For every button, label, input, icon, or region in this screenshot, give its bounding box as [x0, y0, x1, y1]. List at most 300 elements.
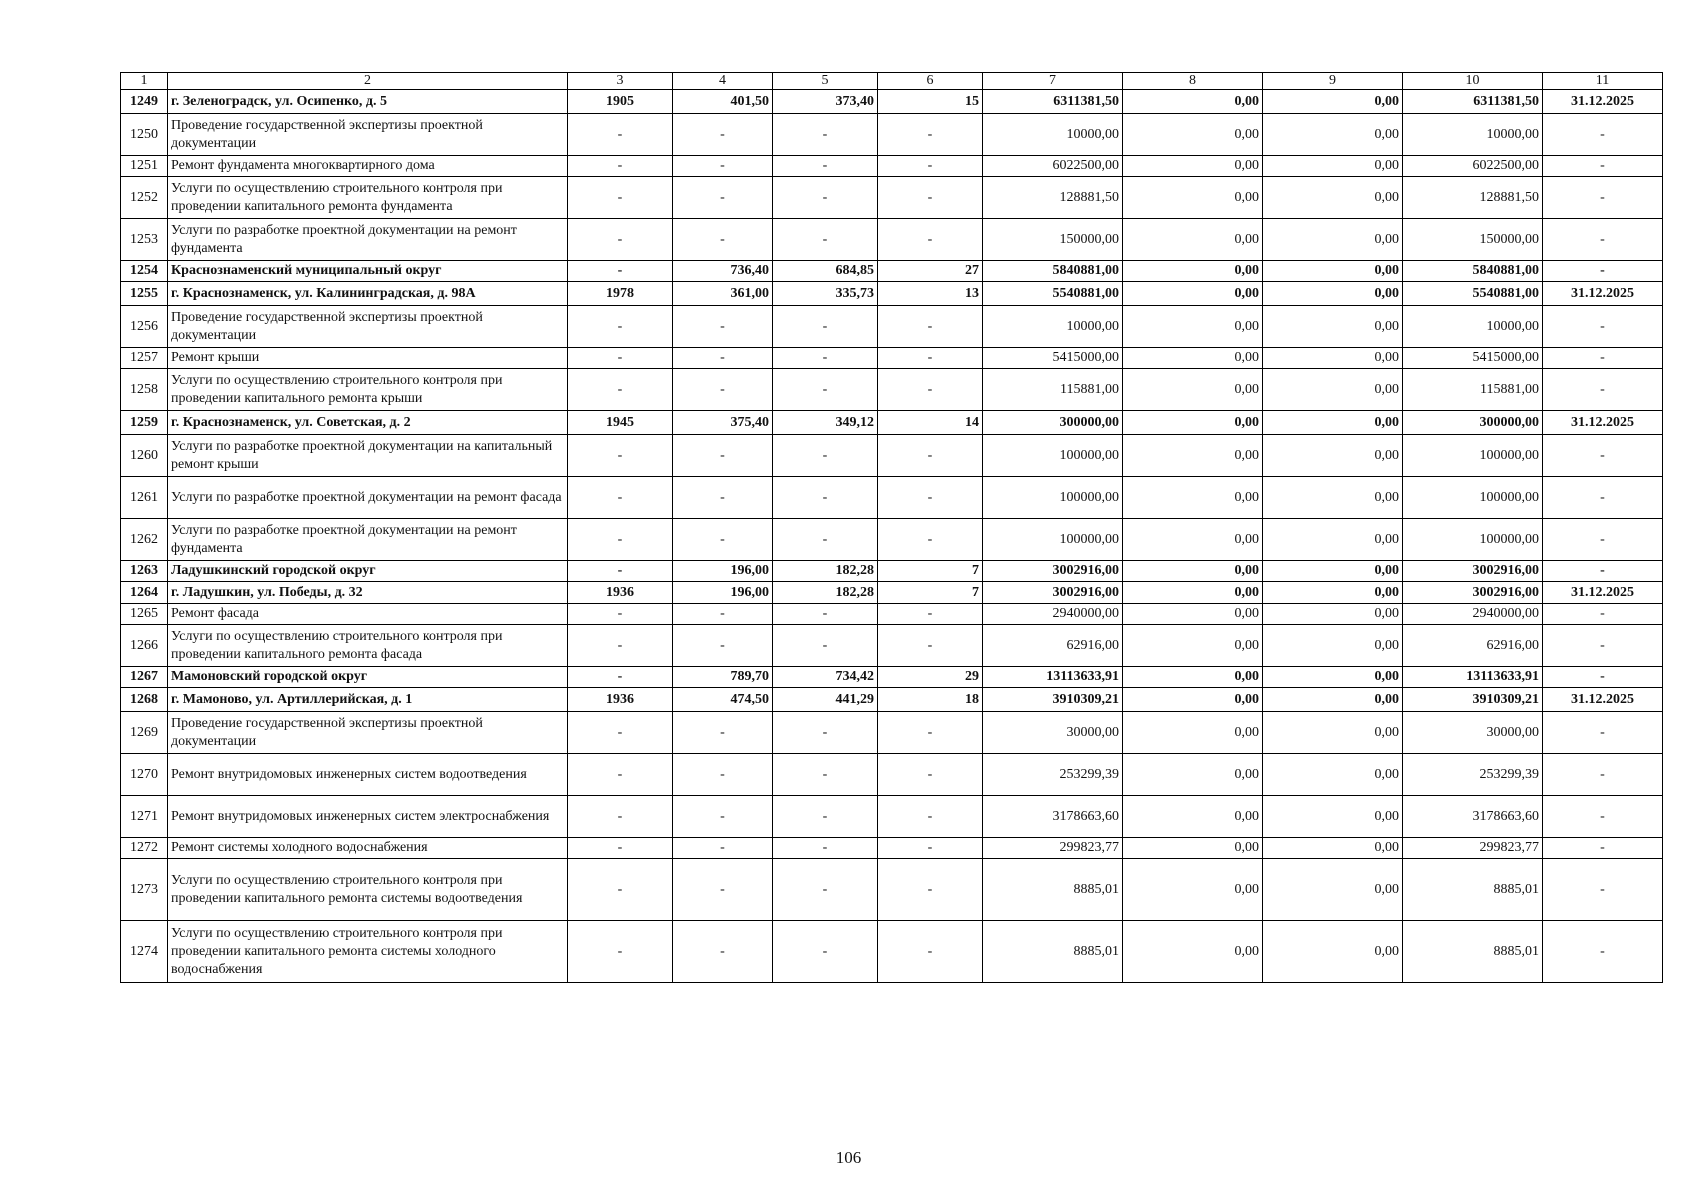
table-cell: 31.12.2025 — [1543, 582, 1663, 604]
table-cell: 0,00 — [1123, 604, 1263, 625]
table-cell: 1258 — [121, 369, 168, 411]
table-cell: 253299,39 — [983, 754, 1123, 796]
table-cell: 0,00 — [1263, 582, 1403, 604]
table-row-object — [121, 261, 1663, 282]
table-cell: 0,00 — [1123, 582, 1263, 604]
table-cell: - — [568, 219, 673, 261]
table-cell: 0,00 — [1263, 796, 1403, 838]
table-cell: - — [1543, 219, 1663, 261]
table-cell: - — [673, 177, 773, 219]
table-row-work — [121, 604, 1663, 625]
table-row-object — [121, 90, 1663, 114]
column-number-cell: 9 — [1263, 73, 1403, 90]
table-cell: - — [878, 838, 983, 859]
table-cell: - — [568, 838, 673, 859]
table-row-object — [121, 667, 1663, 688]
table-cell: - — [773, 838, 878, 859]
table-cell: - — [568, 859, 673, 921]
table-cell: - — [773, 796, 878, 838]
page-number: 106 — [835, 1148, 862, 1167]
column-number-cell: 7 — [983, 73, 1123, 90]
table-cell: Услуги по разработке проектной документации на ремонт фундамента — [168, 219, 568, 261]
table-cell: 3910309,21 — [1403, 688, 1543, 712]
column-number-cell: 10 — [1403, 73, 1543, 90]
table-cell: 1267 — [121, 667, 168, 688]
table-cell: 1257 — [121, 348, 168, 369]
table-cell: 0,00 — [1263, 519, 1403, 561]
table-cell: 253299,39 — [1403, 754, 1543, 796]
table-row-work — [121, 219, 1663, 261]
table-cell: 0,00 — [1123, 114, 1263, 156]
table-cell: 0,00 — [1263, 921, 1403, 983]
table-cell: 5540881,00 — [983, 282, 1123, 306]
table-cell: Услуги по осуществлению строительного контроля при проведении капитального ремонта системы холодного водоснабжения — [168, 921, 568, 983]
table-cell: Услуги по разработке проектной документации на капитальный ремонт крыши — [168, 435, 568, 477]
table-cell: 1249 — [121, 90, 168, 114]
table-cell: - — [773, 921, 878, 983]
table-cell: - — [568, 712, 673, 754]
table-cell: - — [1543, 177, 1663, 219]
table-row-object — [121, 411, 1663, 435]
table-cell: - — [1543, 604, 1663, 625]
table-cell: - — [673, 796, 773, 838]
table-cell: 0,00 — [1263, 114, 1403, 156]
column-number-cell: 1 — [121, 73, 168, 90]
table-cell: Ремонт внутридомовых инженерных систем электроснабжения — [168, 796, 568, 838]
table-cell: 1256 — [121, 306, 168, 348]
table-cell: 3910309,21 — [983, 688, 1123, 712]
table-cell: 0,00 — [1263, 411, 1403, 435]
table-cell: - — [773, 306, 878, 348]
table-cell: 7 — [878, 561, 983, 582]
column-number-cell: 3 — [568, 73, 673, 90]
table-cell: - — [773, 219, 878, 261]
table-cell: 13113633,91 — [1403, 667, 1543, 688]
table-cell: - — [568, 477, 673, 519]
table-cell: 0,00 — [1263, 261, 1403, 282]
table-cell: - — [673, 604, 773, 625]
table-cell: 100000,00 — [1403, 435, 1543, 477]
table-cell: г. Ладушкин, ул. Победы, д. 32 — [168, 582, 568, 604]
table-cell: - — [673, 519, 773, 561]
table-cell: - — [673, 156, 773, 177]
table-cell: 474,50 — [673, 688, 773, 712]
table-cell: 0,00 — [1263, 348, 1403, 369]
table-row-work — [121, 838, 1663, 859]
table-cell: - — [878, 219, 983, 261]
table-row-object — [121, 561, 1663, 582]
table-cell: Ремонт фундамента многоквартирного дома — [168, 156, 568, 177]
table-cell: - — [673, 625, 773, 667]
table-cell: - — [878, 754, 983, 796]
table-cell: - — [1543, 369, 1663, 411]
table-cell: - — [878, 712, 983, 754]
table-cell: 182,28 — [773, 582, 878, 604]
table-row-work — [121, 477, 1663, 519]
table-cell: 8885,01 — [1403, 859, 1543, 921]
table-cell: 128881,50 — [983, 177, 1123, 219]
table-cell: 1255 — [121, 282, 168, 306]
table-cell: 5415000,00 — [983, 348, 1123, 369]
table-cell: 0,00 — [1263, 177, 1403, 219]
table-row-work — [121, 177, 1663, 219]
table-cell: 401,50 — [673, 90, 773, 114]
table-cell: 1259 — [121, 411, 168, 435]
table-cell: 0,00 — [1123, 156, 1263, 177]
table-cell: - — [773, 519, 878, 561]
table-cell: 0,00 — [1263, 712, 1403, 754]
column-number-cell: 2 — [168, 73, 568, 90]
table-cell: 0,00 — [1123, 859, 1263, 921]
table-cell: 100000,00 — [983, 519, 1123, 561]
table-cell: г. Зеленоградск, ул. Осипенко, д. 5 — [168, 90, 568, 114]
table-cell: 375,40 — [673, 411, 773, 435]
table-cell: - — [773, 625, 878, 667]
table-cell: - — [773, 156, 878, 177]
table-cell: - — [773, 114, 878, 156]
table-row-work — [121, 348, 1663, 369]
table-cell: 6022500,00 — [1403, 156, 1543, 177]
table-cell: 0,00 — [1263, 435, 1403, 477]
table-cell: 1264 — [121, 582, 168, 604]
table-cell: 0,00 — [1123, 435, 1263, 477]
table-cell: 0,00 — [1263, 477, 1403, 519]
table-cell: 196,00 — [673, 582, 773, 604]
table-cell: - — [878, 477, 983, 519]
table-cell: 10000,00 — [1403, 114, 1543, 156]
table-cell: 100000,00 — [983, 435, 1123, 477]
table-row-work — [121, 859, 1663, 921]
table-cell: 1269 — [121, 712, 168, 754]
table-cell: - — [673, 477, 773, 519]
table-cell: 0,00 — [1263, 219, 1403, 261]
table-cell: г. Мамоново, ул. Артиллерийская, д. 1 — [168, 688, 568, 712]
table-cell: 31.12.2025 — [1543, 90, 1663, 114]
table-cell: Услуги по осуществлению строительного контроля при проведении капитального ремонта крыши — [168, 369, 568, 411]
table-cell: 684,85 — [773, 261, 878, 282]
table-cell: 8885,01 — [983, 921, 1123, 983]
table-cell: 1251 — [121, 156, 168, 177]
table-cell: - — [878, 114, 983, 156]
table-row-work — [121, 921, 1663, 983]
table-row-work — [121, 625, 1663, 667]
column-number-cell: 6 — [878, 73, 983, 90]
table-cell: - — [878, 435, 983, 477]
table-cell: 1268 — [121, 688, 168, 712]
table-cell: - — [878, 921, 983, 983]
column-number-cell: 11 — [1543, 73, 1663, 90]
table-row-work — [121, 754, 1663, 796]
table-cell: - — [673, 712, 773, 754]
table-row-work — [121, 114, 1663, 156]
table-cell: 1266 — [121, 625, 168, 667]
table-cell: - — [773, 435, 878, 477]
table-cell: Проведение государственной экспертизы проектной документации — [168, 306, 568, 348]
table-cell: - — [673, 859, 773, 921]
table-cell: 3178663,60 — [983, 796, 1123, 838]
table-cell: 62916,00 — [983, 625, 1123, 667]
table-cell: 18 — [878, 688, 983, 712]
table-cell: - — [568, 921, 673, 983]
table-cell: 5540881,00 — [1403, 282, 1543, 306]
table-cell: 1263 — [121, 561, 168, 582]
table-cell: 0,00 — [1263, 306, 1403, 348]
table-cell: 300000,00 — [983, 411, 1123, 435]
table-cell: 335,73 — [773, 282, 878, 306]
table-cell: 0,00 — [1123, 177, 1263, 219]
table-row-work — [121, 519, 1663, 561]
table-cell: - — [568, 156, 673, 177]
table-cell: - — [673, 435, 773, 477]
table-cell: 0,00 — [1123, 219, 1263, 261]
table-cell: 1936 — [568, 582, 673, 604]
table-cell: 2940000,00 — [983, 604, 1123, 625]
table-cell: 27 — [878, 261, 983, 282]
table-cell: 62916,00 — [1403, 625, 1543, 667]
table-cell: - — [673, 306, 773, 348]
table-cell: - — [878, 156, 983, 177]
table-cell: 0,00 — [1123, 369, 1263, 411]
table-cell: 0,00 — [1123, 411, 1263, 435]
table-cell: 1945 — [568, 411, 673, 435]
table-cell: Ремонт системы холодного водоснабжения — [168, 838, 568, 859]
table-cell: 1253 — [121, 219, 168, 261]
table-cell: 13 — [878, 282, 983, 306]
table-cell: - — [1543, 435, 1663, 477]
table-cell: 196,00 — [673, 561, 773, 582]
table-cell: 361,00 — [673, 282, 773, 306]
table-cell: - — [878, 604, 983, 625]
table-cell: - — [878, 625, 983, 667]
table-cell: Ремонт внутридомовых инженерных систем водоотведения — [168, 754, 568, 796]
table-cell: 100000,00 — [983, 477, 1123, 519]
table-row-object — [121, 688, 1663, 712]
table-cell: 0,00 — [1263, 369, 1403, 411]
table-cell: 29 — [878, 667, 983, 688]
table-cell: 5840881,00 — [983, 261, 1123, 282]
table-cell: - — [773, 177, 878, 219]
table-cell: - — [673, 754, 773, 796]
table-cell: 1262 — [121, 519, 168, 561]
table-cell: 0,00 — [1123, 519, 1263, 561]
table-cell: - — [1543, 156, 1663, 177]
table-cell: 31.12.2025 — [1543, 688, 1663, 712]
table-cell: - — [773, 859, 878, 921]
table-cell: 1265 — [121, 604, 168, 625]
table-cell: Ладушкинский городской округ — [168, 561, 568, 582]
works-table — [120, 72, 1663, 983]
table-cell: 0,00 — [1123, 712, 1263, 754]
table-row-work — [121, 306, 1663, 348]
table-cell: 0,00 — [1123, 625, 1263, 667]
table-cell: - — [568, 604, 673, 625]
table-cell: 0,00 — [1123, 477, 1263, 519]
table-cell: - — [673, 369, 773, 411]
table-cell: 0,00 — [1123, 306, 1263, 348]
table-cell: 3178663,60 — [1403, 796, 1543, 838]
table-cell: - — [568, 306, 673, 348]
table-body — [121, 73, 1663, 983]
table-cell: 1274 — [121, 921, 168, 983]
table-cell: - — [1543, 519, 1663, 561]
table-cell: - — [568, 369, 673, 411]
table-cell: - — [568, 519, 673, 561]
table-cell: - — [673, 114, 773, 156]
table-cell: Краснознаменский муниципальный округ — [168, 261, 568, 282]
table-row-work — [121, 156, 1663, 177]
table-cell: - — [1543, 921, 1663, 983]
table-cell: 6311381,50 — [1403, 90, 1543, 114]
table-cell: - — [773, 477, 878, 519]
table-cell: - — [773, 348, 878, 369]
table-cell: 3002916,00 — [1403, 582, 1543, 604]
table-cell: - — [568, 796, 673, 838]
table-cell: 1254 — [121, 261, 168, 282]
table-cell: - — [773, 369, 878, 411]
table-cell: Услуги по разработке проектной документации на ремонт фундамента — [168, 519, 568, 561]
table-cell: 3002916,00 — [983, 582, 1123, 604]
table-cell: 0,00 — [1123, 282, 1263, 306]
table-cell: 1250 — [121, 114, 168, 156]
table-cell: 100000,00 — [1403, 519, 1543, 561]
table-cell: 0,00 — [1123, 838, 1263, 859]
table-cell: Услуги по осуществлению строительного контроля при проведении капитального ремонта фасада — [168, 625, 568, 667]
table-cell: 0,00 — [1123, 261, 1263, 282]
table-cell: 6311381,50 — [983, 90, 1123, 114]
table-cell: 1936 — [568, 688, 673, 712]
table-cell: - — [568, 114, 673, 156]
table-cell: Услуги по разработке проектной документации на ремонт фасада — [168, 477, 568, 519]
table-cell: 13113633,91 — [983, 667, 1123, 688]
table-cell: 0,00 — [1263, 859, 1403, 921]
table-cell: Услуги по осуществлению строительного контроля при проведении капитального ремонта фундамента — [168, 177, 568, 219]
table-cell: 373,40 — [773, 90, 878, 114]
table-cell: 0,00 — [1263, 561, 1403, 582]
table-cell: 0,00 — [1263, 625, 1403, 667]
table-cell: - — [673, 348, 773, 369]
table-cell: 734,42 — [773, 667, 878, 688]
table-row-object — [121, 582, 1663, 604]
table-cell: 182,28 — [773, 561, 878, 582]
table-cell: - — [1543, 114, 1663, 156]
table-cell: 1272 — [121, 838, 168, 859]
table-cell: 128881,50 — [1403, 177, 1543, 219]
table-row-work — [121, 712, 1663, 754]
table-cell: 441,29 — [773, 688, 878, 712]
table-cell: - — [568, 754, 673, 796]
table-cell: - — [673, 219, 773, 261]
table-cell: - — [568, 177, 673, 219]
table-cell: - — [568, 261, 673, 282]
table-cell: - — [568, 625, 673, 667]
table-cell: - — [1543, 667, 1663, 688]
table-cell: г. Краснознаменск, ул. Советская, д. 2 — [168, 411, 568, 435]
table-cell: - — [1543, 348, 1663, 369]
table-cell: 0,00 — [1123, 90, 1263, 114]
table-cell: 0,00 — [1263, 282, 1403, 306]
table-cell: - — [878, 306, 983, 348]
column-numbers-row — [121, 73, 1663, 90]
table-cell: 0,00 — [1263, 688, 1403, 712]
table-cell: - — [1543, 261, 1663, 282]
table-cell: 15 — [878, 90, 983, 114]
column-number-cell: 8 — [1123, 73, 1263, 90]
table-cell: Проведение государственной экспертизы проектной документации — [168, 114, 568, 156]
table-cell: 1271 — [121, 796, 168, 838]
table-cell: 31.12.2025 — [1543, 411, 1663, 435]
table-cell: 0,00 — [1263, 90, 1403, 114]
table-row-object — [121, 282, 1663, 306]
table-cell: 1260 — [121, 435, 168, 477]
table-cell: 10000,00 — [1403, 306, 1543, 348]
table-cell: 1273 — [121, 859, 168, 921]
table-cell: 0,00 — [1123, 921, 1263, 983]
table-cell: 1252 — [121, 177, 168, 219]
table-cell: - — [773, 712, 878, 754]
table-cell: 0,00 — [1263, 604, 1403, 625]
column-number-cell: 5 — [773, 73, 878, 90]
table-cell: 0,00 — [1263, 754, 1403, 796]
table-cell: 150000,00 — [983, 219, 1123, 261]
table-cell: - — [878, 859, 983, 921]
table-row-work — [121, 435, 1663, 477]
table-cell: - — [1543, 754, 1663, 796]
table-cell: г. Краснознаменск, ул. Калининградская, д. 98А — [168, 282, 568, 306]
table-cell: 0,00 — [1123, 796, 1263, 838]
table-cell: 789,70 — [673, 667, 773, 688]
table-cell: 10000,00 — [983, 114, 1123, 156]
table-cell: 100000,00 — [1403, 477, 1543, 519]
table-cell: Ремонт крыши — [168, 348, 568, 369]
table-cell: Проведение государственной экспертизы проектной документации — [168, 712, 568, 754]
table-cell: - — [1543, 625, 1663, 667]
table-cell: - — [1543, 712, 1663, 754]
table-cell: Ремонт фасада — [168, 604, 568, 625]
table-cell: - — [773, 604, 878, 625]
table-cell: - — [1543, 306, 1663, 348]
table-cell: - — [773, 754, 878, 796]
table-cell: Услуги по осуществлению строительного контроля при проведении капитального ремонта системы водоотведения — [168, 859, 568, 921]
table-cell: 0,00 — [1123, 561, 1263, 582]
table-cell: 0,00 — [1263, 156, 1403, 177]
table-cell: - — [673, 838, 773, 859]
table-cell: 299823,77 — [1403, 838, 1543, 859]
table-cell: - — [1543, 838, 1663, 859]
table-cell: 5840881,00 — [1403, 261, 1543, 282]
table-cell: 30000,00 — [983, 712, 1123, 754]
table-cell: 7 — [878, 582, 983, 604]
table-cell: 31.12.2025 — [1543, 282, 1663, 306]
table-cell: 300000,00 — [1403, 411, 1543, 435]
table-cell: - — [1543, 796, 1663, 838]
table-cell: - — [568, 561, 673, 582]
table-cell: 0,00 — [1123, 688, 1263, 712]
table-cell: - — [878, 796, 983, 838]
table-cell: 14 — [878, 411, 983, 435]
table-cell: 1261 — [121, 477, 168, 519]
table-cell: 10000,00 — [983, 306, 1123, 348]
table-cell: 5415000,00 — [1403, 348, 1543, 369]
table-cell: 3002916,00 — [983, 561, 1123, 582]
column-number-cell: 4 — [673, 73, 773, 90]
table-cell: 0,00 — [1123, 348, 1263, 369]
table-row-work — [121, 796, 1663, 838]
table-cell: - — [878, 177, 983, 219]
table-row-work — [121, 369, 1663, 411]
table-cell: 0,00 — [1123, 667, 1263, 688]
table-cell: 3002916,00 — [1403, 561, 1543, 582]
table-cell: 8885,01 — [1403, 921, 1543, 983]
